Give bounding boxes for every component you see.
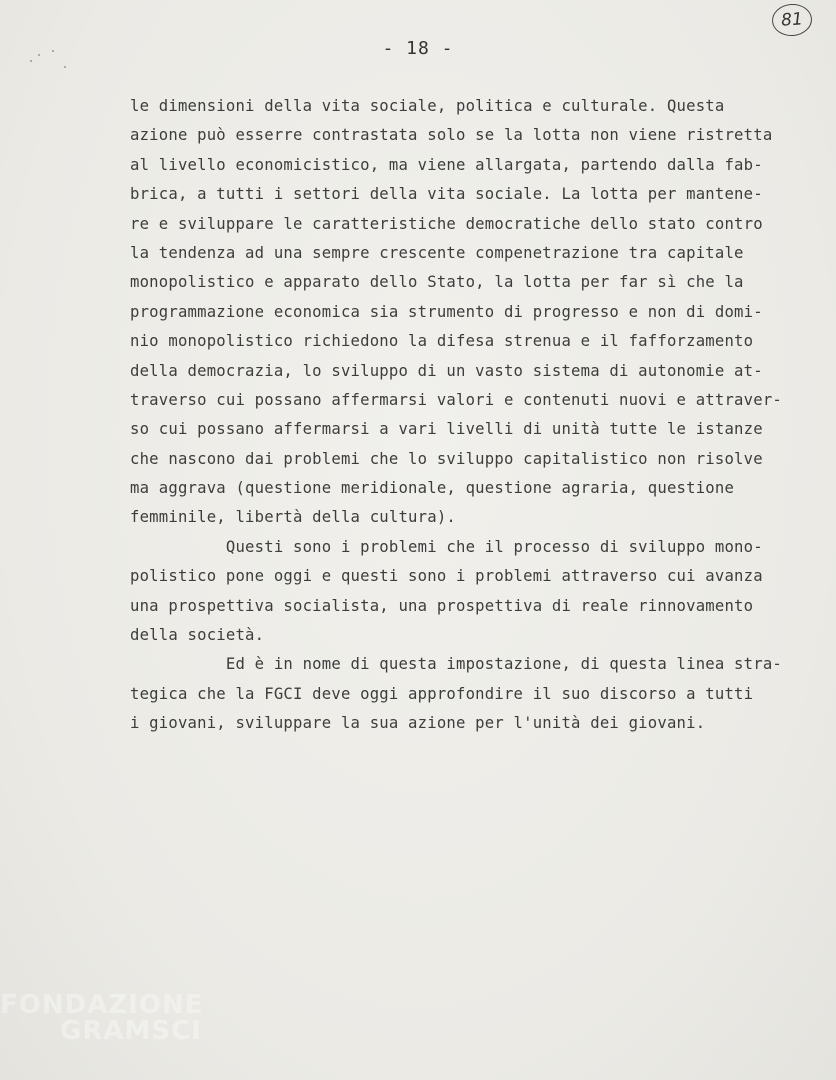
text-line: la tendenza ad una sempre crescente compenetrazione tra capitale <box>130 243 744 262</box>
text-line: una prospettiva socialista, una prospettiva di reale rinnovamento <box>130 596 754 615</box>
archive-page-stamp <box>771 3 813 38</box>
text-line: Ed è in nome di questa impostazione, di questa linea stra- <box>130 655 782 674</box>
text-line: polistico pone oggi e questi sono i problemi attraverso cui avanza <box>130 567 763 586</box>
text-line: della società. <box>130 626 265 645</box>
text-line: tegica che la FGCI deve oggi approfondire il suo discorso a tutti <box>130 684 754 703</box>
watermark-line-1: FONDAZIONE <box>0 990 204 1020</box>
text-line: azione può esserre contrastata solo se la lotta non viene ristretta <box>130 126 773 145</box>
text-line: della democrazia, lo sviluppo di un vasto sistema di autonomie at- <box>130 361 763 380</box>
page-number: - 18 - <box>382 38 454 59</box>
text-line: al livello economicistico, ma viene allargata, partendo dalla fab- <box>130 155 763 174</box>
text-line: ma aggrava (questione meridionale, questione agraria, questione <box>130 479 735 498</box>
watermark-line-2: GRAMSCI <box>60 1016 202 1046</box>
text-line: che nascono dai problemi che lo sviluppo capitalistico non risolve <box>130 449 763 468</box>
text-line: re e sviluppare le caratteristiche democratiche dello stato contro <box>130 214 763 233</box>
text-line: Questi sono i problemi che il processo di sviluppo mono- <box>130 537 763 556</box>
text-line: monopolistico e apparato dello Stato, la lotta per far sì che la <box>130 273 744 292</box>
text-line: brica, a tutti i settori della vita sociale. La lotta per mantene- <box>130 185 763 204</box>
typewritten-body <box>130 92 810 739</box>
text-line: programmazione economica sia strumento di progresso e non di domi- <box>130 302 763 321</box>
text-line: i giovani, sviluppare la sua azione per l'unità dei giovani. <box>130 714 706 733</box>
text-line: nio monopolistico richiedono la difesa strenua e il fafforzamento <box>130 332 754 351</box>
text-line: le dimensioni della vita sociale, politica e culturale. Questa <box>130 97 725 115</box>
text-line: so cui possano affermarsi a vari livelli di unità tutte le istanze <box>130 420 763 439</box>
text-line: traverso cui possano affermarsi valori e contenuti nuovi e attraver- <box>130 390 782 409</box>
fondazione-gramsci-watermark <box>0 990 203 1046</box>
text-line: femminile, libertà della cultura). <box>130 508 456 527</box>
archive-page-number: 81 <box>780 9 804 31</box>
